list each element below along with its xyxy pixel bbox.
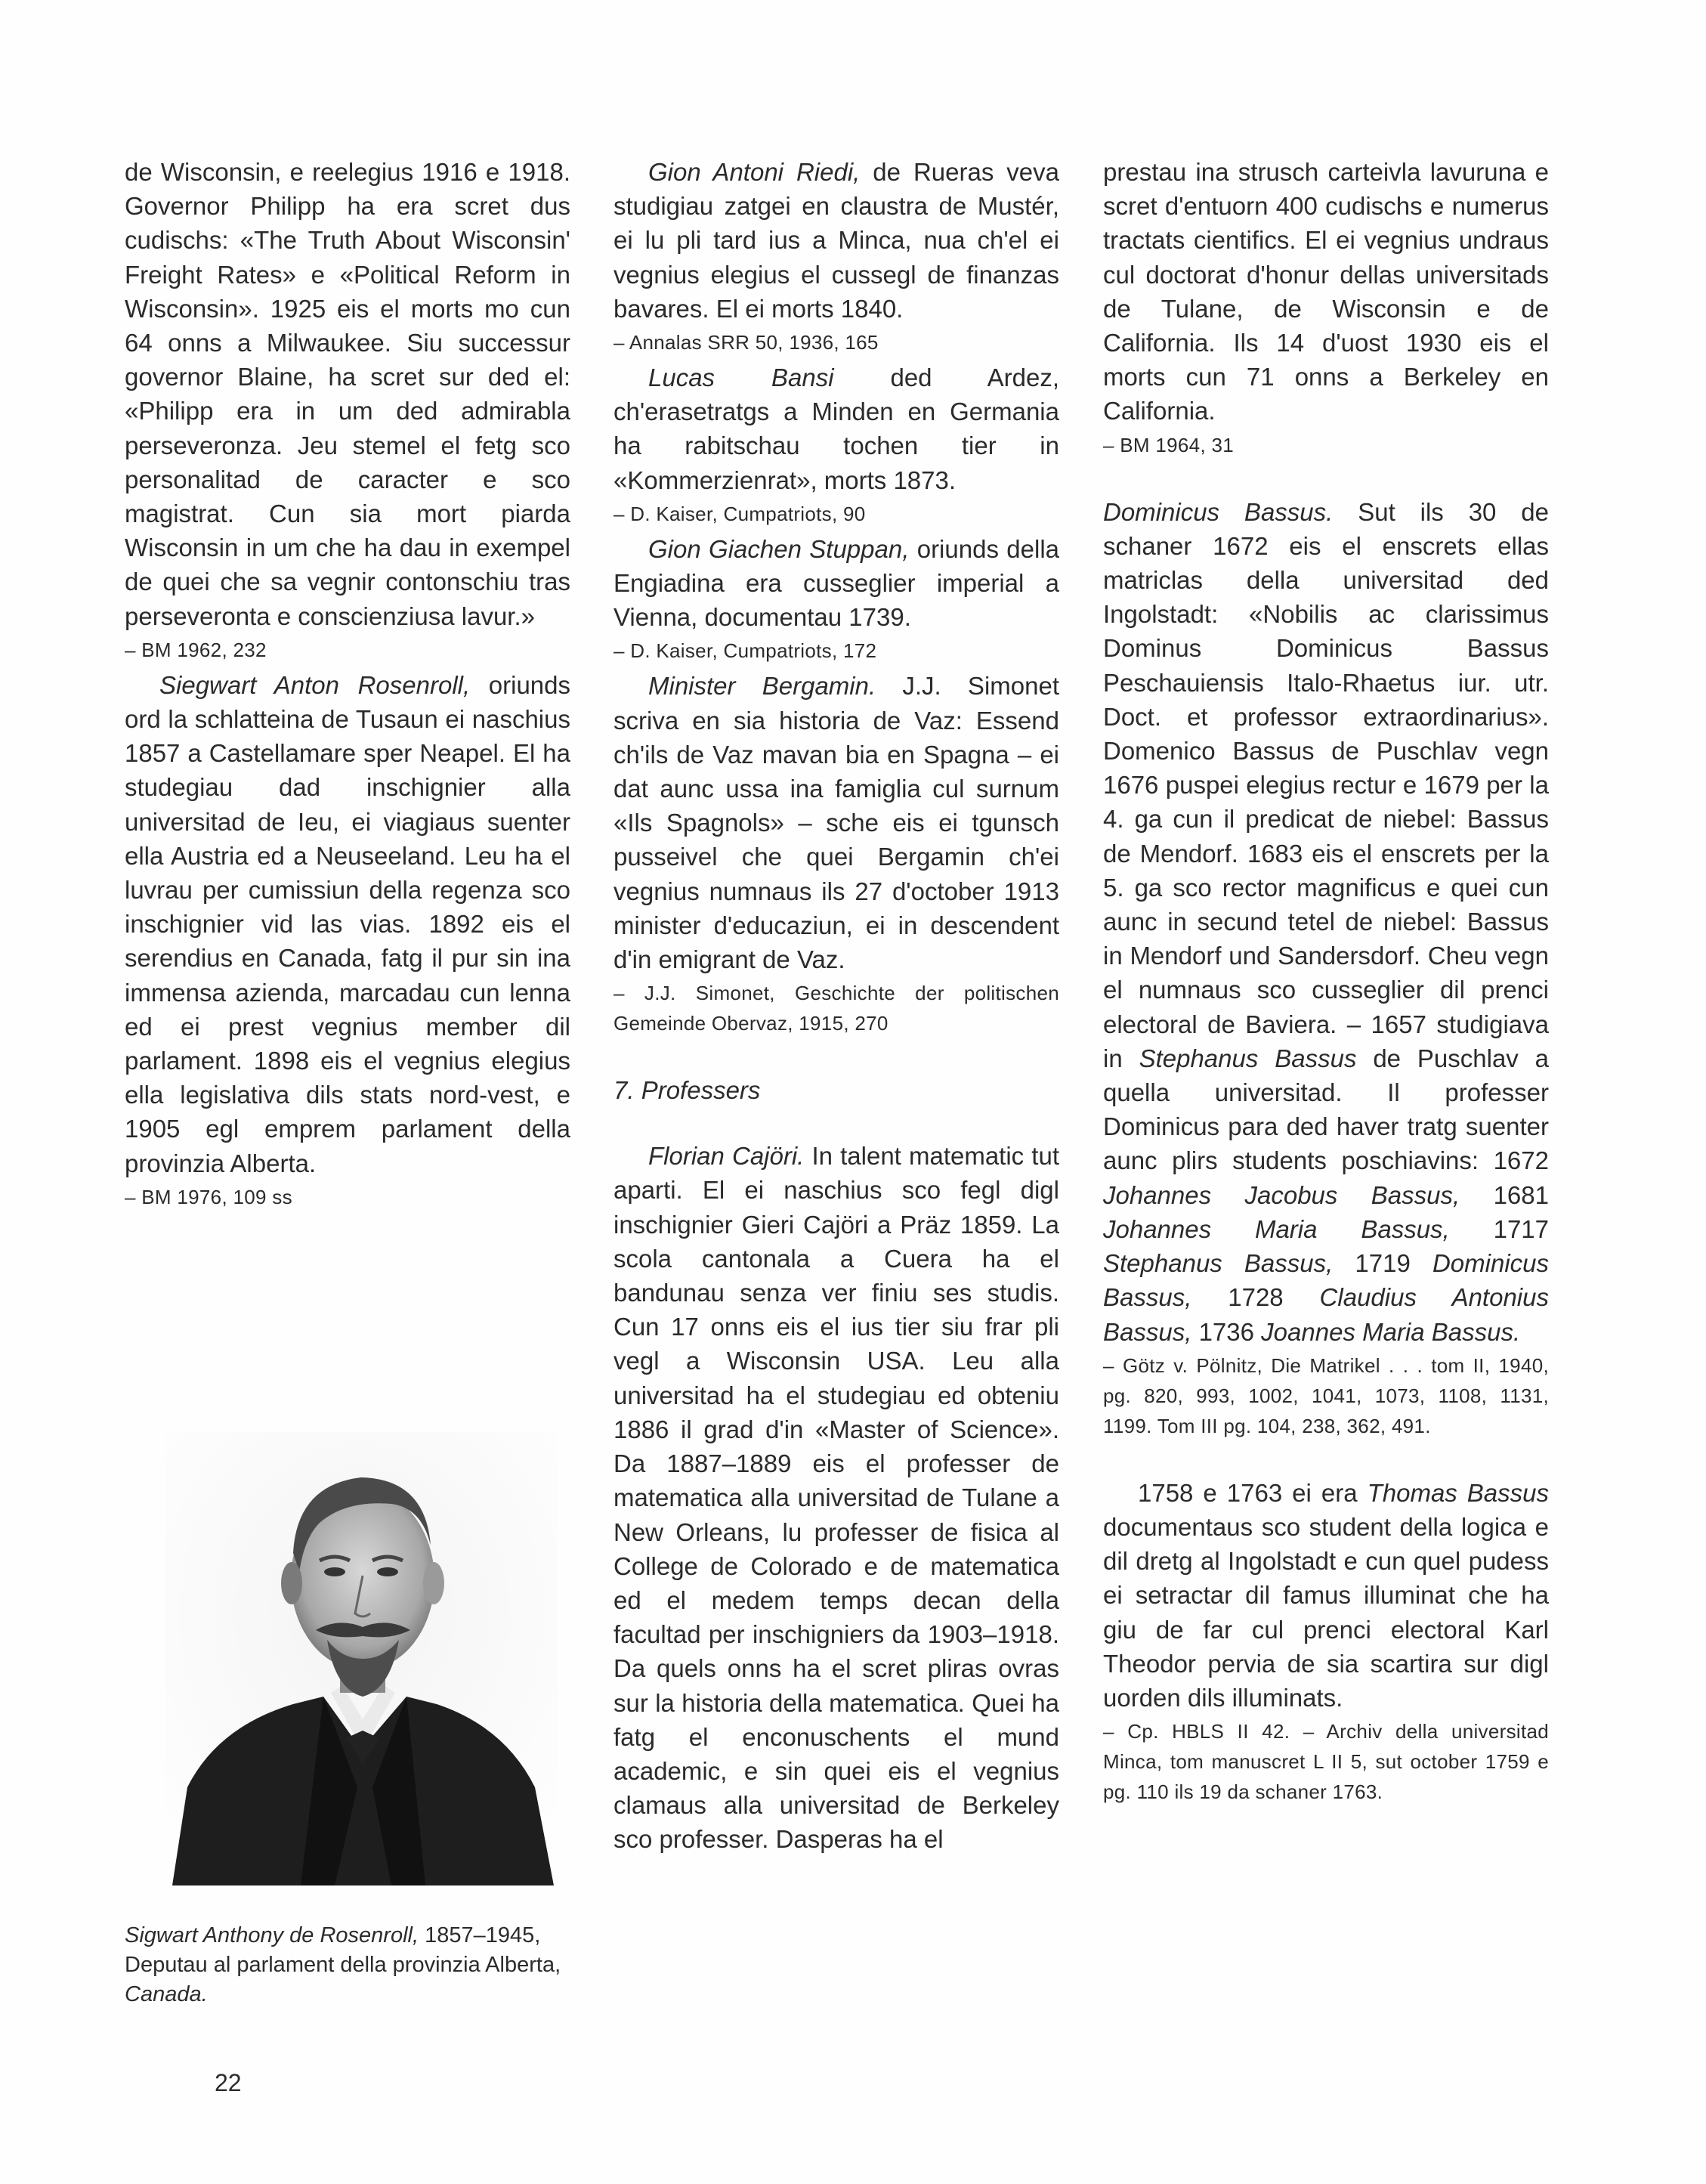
- portrait-photo: [165, 1432, 558, 1885]
- reference: – BM 1962, 232: [125, 638, 267, 661]
- paragraph: Gion Antoni Riedi, de Rueras veva studigiau zatgei en claustra de Mustér, ei lu pli tard ius a Minca, nua ch'el ei vegnius elegius el cussegl de finanzas bavares. El ei morts 1840.: [613, 158, 1059, 323]
- paragraph: Florian Cajöri. In talent matematic tut aparti. El ei naschius sco fegl digl inschignier Gieri Cajöri a Präz 1859. La scola cantonala a Cuera ha el bandunau senza ver finiu ses studis. Cun 17 onns eis el ius tier siu frar pli vegl a Wisconsin USA. Leu alla universitad ha el studegiau ed obteniu 1886 il grad d'in «Master of Science». Da 1887–1889 eis el professer de matematica alla universitad de Tulane a New Orleans, lu professer de fisica al College de Colorado e de matematica ed el medem temps decan della facultad per inschigniers da 1903–1918. Da quels onns ha el scret pliras ovras sur la historia della matematica. Quei ha fatg el enconuschents el mund academic, e sin quei eis el vegnius clamaus alla universitad de Berkeley sco professer. Dasperas ha el: [613, 1142, 1059, 1854]
- reference: – Götz v. Pölnitz, Die Matrikel . . . tom II, 1940, pg. 820, 993, 1002, 1041, 1073, 1108, 1131, 1199. Tom III pg. 104, 238, 362, 491.: [1103, 1353, 1549, 1437]
- column-2: [613, 155, 1059, 1857]
- caption-place: Canada.: [125, 1982, 208, 2006]
- paragraph: 1758 e 1763 ei era Thomas Bassus documentaus sco student della logica e dil dretg al Ingolstadt e cun quel pudess ei setractar dil famus illuminat che ha giu de far cul prenci electoral Karl Theodor pervia de sia scartira sur digl uorden dils illuminats.: [1103, 1478, 1550, 1712]
- paragraph: Dominicus Bassus. Sut ils 30 de schaner 1672 eis el enscrets ellas matriclas della universitad ded Ingolstadt: «Nobilis ac clarissimus Dominus Dominicus Bassus Peschauiensis Italo-Rhaetus iur. utr. Doct. et professor extraordinarius». Domenico Bassus de Puschlav vegn 1676 puspei elegius rectur e 1679 per la 4. ga cun il predicat de niebel: Bassus de Mendorf. 1683 eis el enscrets per la 5. ga sco rector magnificus e quei cun aunc in secund tetel de niebel: Bassus in Mendorf und Sandersdorf. Cheu vegn el numnaus sco cusseglier dil prenci electoral de Baviera. – 1657 studigiava in Stephanus Bassus de Puschlav a quella universitad. Il professer Dominicus para ded haver tratg suenter aunc plirs students poschiavins: 1672 Johannes Jacobus Bassus, 1681 Johannes Maria Bassus, 1717 Stephanus Bassus, 1719 Dominicus Bassus, 1728 Claudius Antonius Bassus, 1736 Joannes Maria Bassus.: [1103, 497, 1550, 1346]
- person-name: Thomas Bassus: [1367, 1478, 1550, 1507]
- paragraph: Lucas Bansi ded Ardez, ch'erasetratgs a Minden en Germania ha rabitschau tochen tier in «Kommerzienrat», morts 1873.: [613, 363, 1060, 494]
- reference: – BM 1964, 31: [1103, 433, 1235, 456]
- caption-name: Sigwart Anthony de Rosenroll,: [125, 1923, 419, 1947]
- photo-caption: Sigwart Anthony de Rosenroll, 1857–1945, Deputau al parlament della provinzia Alberta, Canada.: [125, 1923, 561, 2006]
- reference: – J.J. Simonet, Geschichte der politischen Gemeinde Obervaz, 1915, 270: [613, 982, 1059, 1035]
- person-name: Florian Cajöri.: [648, 1142, 805, 1171]
- paragraph: de Wisconsin, e reelegius 1916 e 1918. Governor Philipp ha era scret dus cudischs: «The Truth About Wisconsin' Freight Rates» e «Political Reform in Wisconsin». 1925 eis el morts mo cun 64 onns a Milwaukee. Siu successur governor Blaine, ha scret sur ded el: «Philipp era in um ded admirabla perseveronza. Jeu stemel el fetg sco personalitad de caracter e sco magistrat. Cun sia mort piarda Wisconsin in um che ha dau in exempel de quei che sa vegnir contonschiu tras perseveronta e conscienziusa lavur.»: [125, 158, 570, 630]
- person-name: Dominicus Bassus.: [1103, 497, 1334, 526]
- paragraph: prestau ina strusch carteivla lavuruna e scret d'entuorn 400 cudischs e numerus tractats cientifics. El ei vegnius undraus cul doctorat d'honur dellas universitads de Tulane, de Wisconsin e de California. Ils 14 d'uost 1930 eis el morts cun 71 onns a Berkeley en California.: [1103, 158, 1549, 425]
- section-heading: 7. Professers: [613, 1076, 761, 1105]
- person-name: Minister Bergamin.: [648, 672, 876, 701]
- column-3: [1103, 155, 1549, 1810]
- person-name: Gion Giachen Stuppan,: [648, 534, 910, 563]
- reference: – Annalas SRR 50, 1936, 165: [613, 331, 879, 354]
- person-name: Siegwart Anton Rosenroll,: [159, 670, 471, 699]
- paragraph: Siegwart Anton Rosenroll, oriunds ord la schlatteina de Tusaun ei naschius 1857 a Castellamare sper Neapel. El ha studegiau dad inschignier alla universitad de Ieu, ei viagiaus suenter ella Austria ed a Neuseeland. Leu ha el luvrau per cumissiun della regenza sco inschignier vid las vias. 1892 eis el serendius en Canada, fatg il pur sin ina immensa azienda, marcadau cun lenna ed ei prest vegnius member dil parlament. 1898 eis el vegnius elegius ella legislativa dils stats nord-vest, e 1905 egl emprem parlament della provinzia Alberta.: [125, 670, 571, 1177]
- page-number: 22: [215, 2069, 242, 2096]
- reference: – D. Kaiser, Cumpatriots, 172: [613, 639, 877, 663]
- person-name: Stephanus Bassus: [1139, 1044, 1357, 1072]
- reference: – BM 1976, 109 ss: [125, 1185, 292, 1208]
- person-name: Gion Antoni Riedi,: [648, 158, 861, 186]
- column-1: [125, 155, 570, 1215]
- person-name: Lucas Bansi: [648, 363, 834, 392]
- paragraph: Gion Giachen Stuppan, oriunds della Engiadina era cusseglier imperial a Vienna, documentau 1739.: [613, 534, 1059, 632]
- reference: – Cp. HBLS II 42. – Archiv della universitad Minca, tom manuscret L II 5, sut october 1759 e pg. 110 ils 19 da schaner 1763.: [1103, 1720, 1549, 1804]
- reference: – D. Kaiser, Cumpatriots, 90: [613, 502, 866, 525]
- paragraph: Minister Bergamin. J.J. Simonet scriva en sia historia de Vaz: Essend ch'ils de Vaz mavan bia en Spagna – ei dat aunc ussa ina famiglia cul surnum «Ils Spagnols» – sche eis ei tgunsch pusseivel che quei Bergamin ch'ei vegnius numnaus ils 27 d'october 1913 minister d'educaziun, ei in descendent d'in emigrant de Vaz.: [613, 672, 1059, 974]
